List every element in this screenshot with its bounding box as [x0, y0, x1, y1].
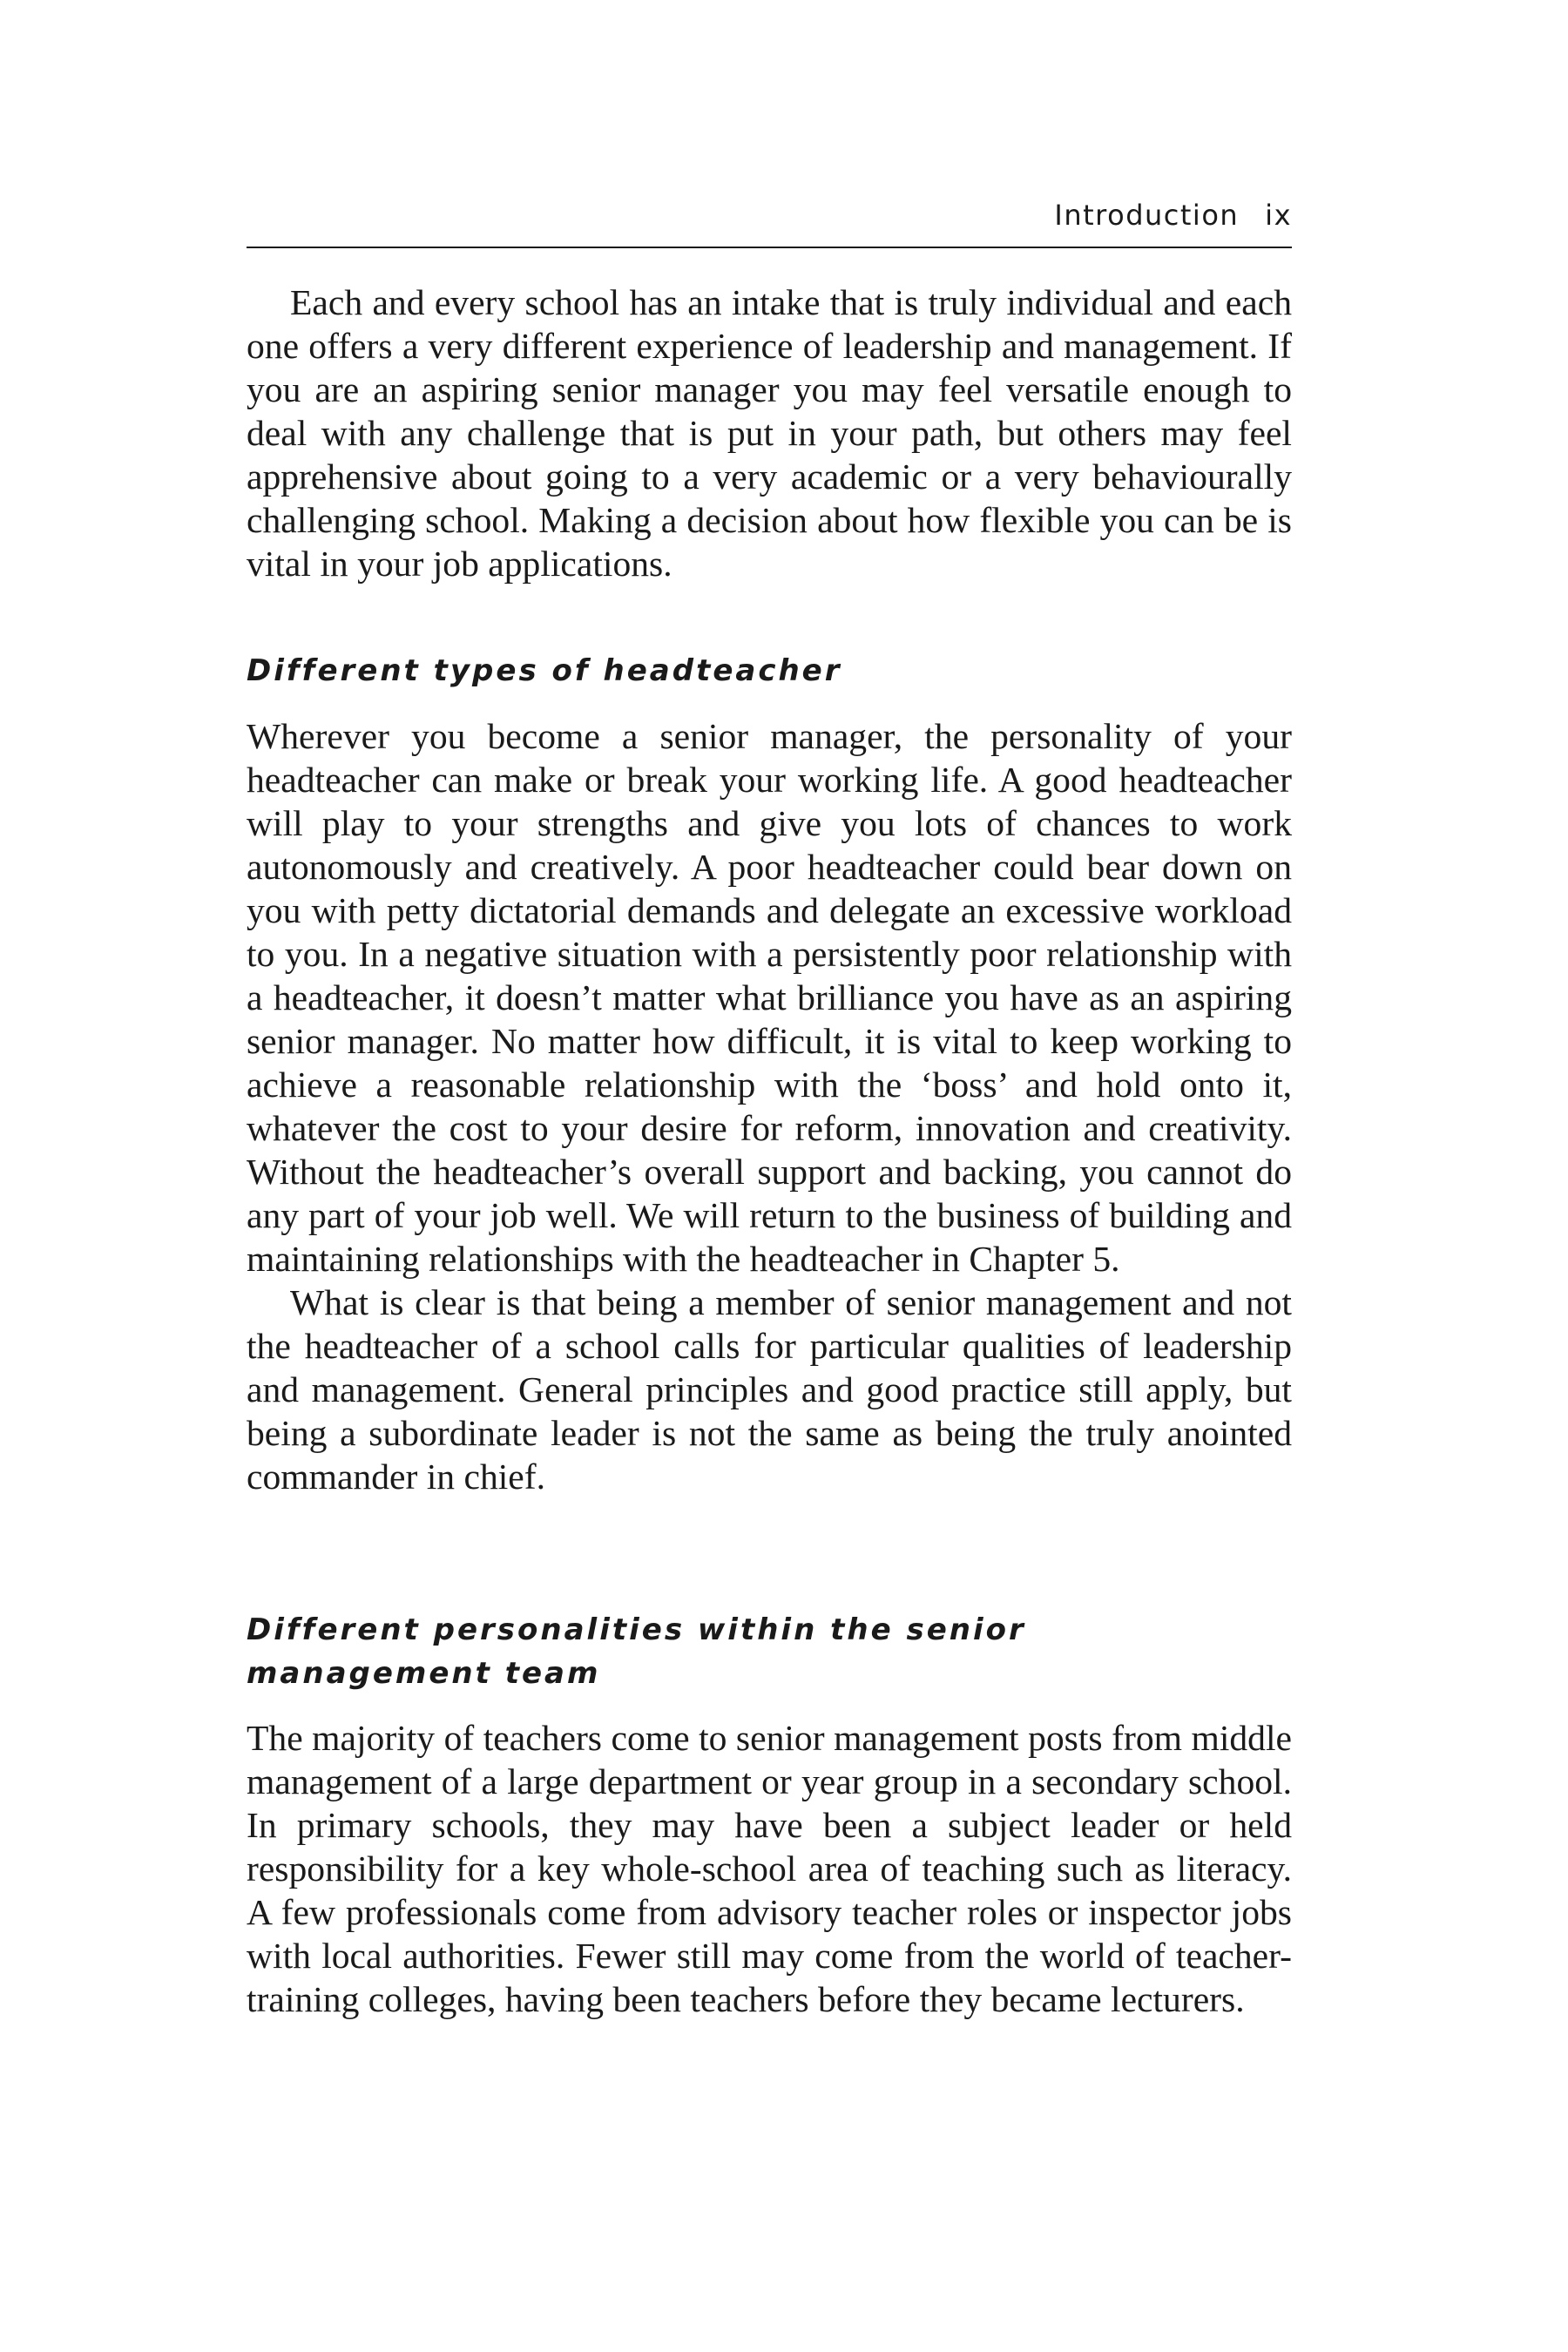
running-head-title: Introduction — [1054, 199, 1240, 232]
intro-section — [247, 280, 1292, 585]
personalities-paragraph-1: The majority of teachers come to senior management posts from middle management of a large department or year group in a secondary school. In primary schools, they may have been a subject leader or held responsibility for a key whole-school area of teaching such as literacy. A few professionals come from advisory teacher roles or inspector jobs with local authorities. Fewer still may come from the world of teacher-training colleges, having been teachers before they became lecturers. — [247, 1718, 1292, 2019]
headteacher-paragraph-1: Wherever you become a senior manager, the personality of your headteacher can make or break your working life. A good headteacher will play to your strengths and give you lots of chances to work autonomously and creatively. A poor headteacher could bear down on you with petty dictatorial demands and delegate an excessive workload to you. In a negative situation with a persistently poor relationship with a headteacher, it doesn’t matter what brilliance you have as an aspiring senior manager. No matter how difficult, it is vital to keep working to achieve a reasonable relationship with the ‘boss’ and hold onto it, whatever the cost to your desire for reform, innovation and creativity. Without the headteacher’s overall support and backing, you cannot do any part of your job well. We will return to the business of building and maintaining relationships with the headteacher in Chapter 5. — [247, 716, 1292, 1279]
page-number: ix — [1265, 199, 1292, 232]
running-head — [1054, 199, 1292, 232]
header-rule — [247, 247, 1292, 248]
headteacher-section — [247, 714, 1292, 1498]
intro-paragraph: Each and every school has an intake that is truly individual and each one offers a very different experience of leadership and management. If you are an aspiring senior manager you may feel versatile enough to deal with any challenge that is put in your path, but others may feel apprehensive about going to a very academic or a very behaviourally challenging school. Making a decision about how flexible you can be is vital in your job applications. — [247, 282, 1292, 584]
heading-personalities-line-1: Different personalities within the senior — [247, 1612, 1026, 1647]
heading-personalities-block — [247, 1608, 1292, 1695]
heading-types-of-headteacher-block — [247, 649, 1292, 693]
headteacher-paragraph-2: What is clear is that being a member of senior management and not the headteacher of a school calls for particular qualities of leadership and management. General principles and good practice still apply, but being a subordinate leader is not the same as being the truly anointed commander in chief. — [247, 1282, 1292, 1497]
heading-personalities-line-2: management team — [247, 1656, 601, 1691]
personalities-section — [247, 1716, 1292, 2021]
heading-types-of-headteacher: Different types of headteacher — [247, 653, 842, 688]
